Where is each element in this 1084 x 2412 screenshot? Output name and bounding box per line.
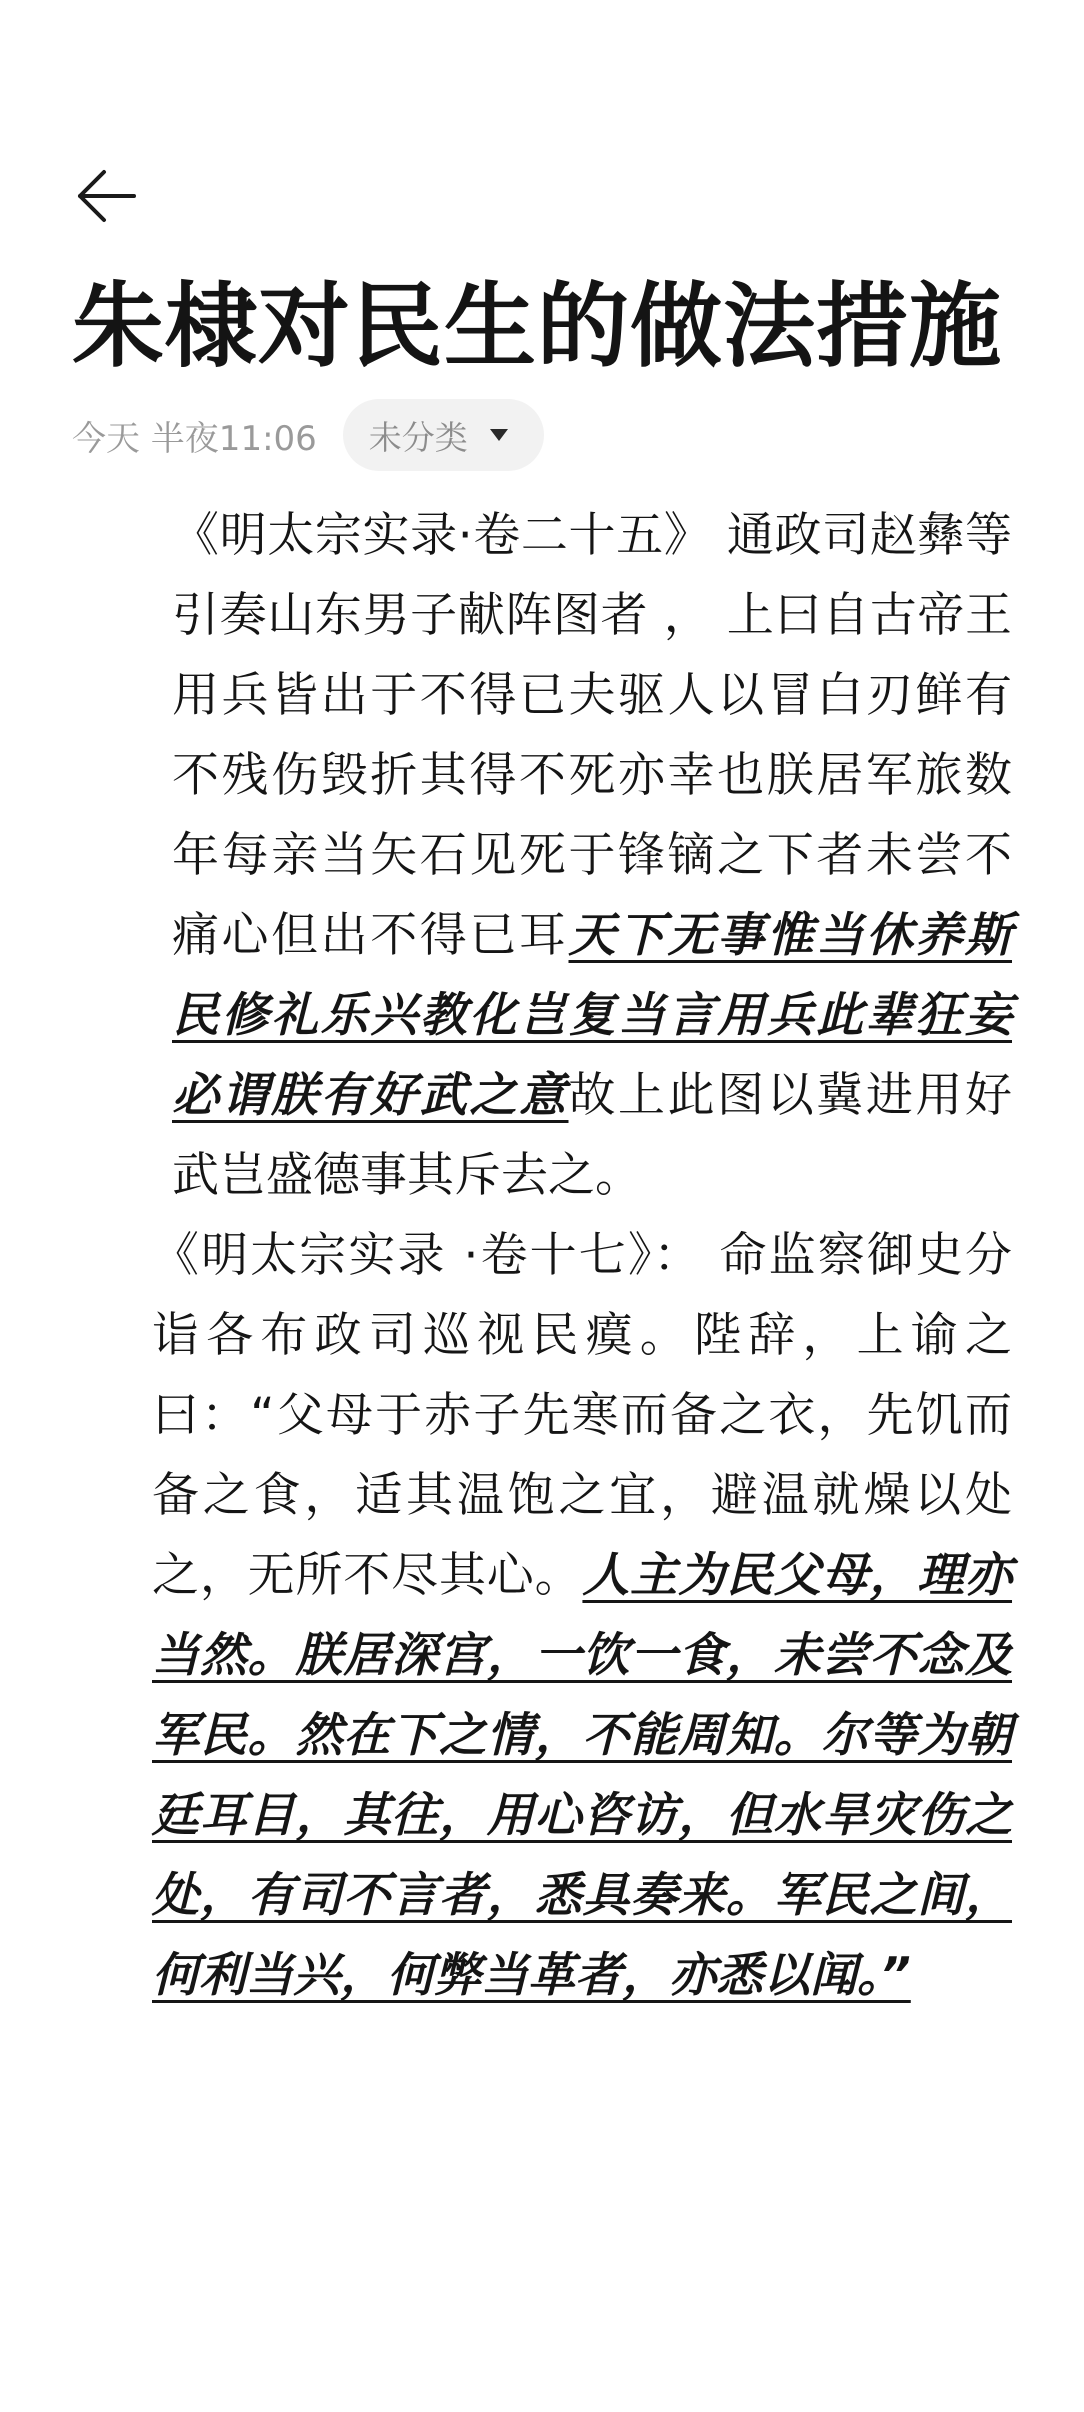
paragraph-1-text: 《明太宗实录·卷二十五》 通政司赵彝等引奏山东男子献阵图者 ， 上曰自古帝王用兵皆出于不得已夫驱人以冒白刃鲜有不残伤毁折其得不死亦幸也朕居军旅数年每亲当矢石见死于锋镝之下者未尝不痛心但出不得已耳 (172, 508, 1012, 963)
paragraph-2 (72, 1216, 1012, 2016)
note-title[interactable]: 朱棣对民生的做法措施 (72, 273, 1003, 380)
note-meta (72, 398, 544, 472)
arrow-left-icon (74, 168, 138, 224)
note-body[interactable] (72, 496, 1012, 2016)
category-dropdown[interactable] (343, 399, 544, 471)
paragraph-2-text: 《明太宗实录 ·卷十七》： 命监察御史分诣各布政司巡视民瘼。陛辞，上谕之曰：“父母于赤子先寒而备之衣，先饥而备之食，适其温饱之宜，避温就燥以处之，无所不尽其心。 (152, 1228, 1012, 1603)
paragraph-1-tail: 故上此图以冀进用好武岂盛德事其斥去之。 (172, 1068, 1012, 1203)
note-timestamp: 今天 半夜11:06 (72, 418, 317, 459)
caret-down-icon (490, 429, 508, 441)
paragraph-2-emphasis: 人主为民父母，理亦当然。朕居深宫，一饮一食，未尝不念及军民。然在下之情，不能周知。尔等为朝廷耳目，其往，用心咨访，但水旱灾伤之处，有司不言者，悉具奏来。军民之间，何利当兴，何弊当革者，亦悉以闻。” (152, 1548, 1013, 2003)
back-button[interactable] (70, 160, 142, 232)
paragraph-1 (72, 496, 1012, 1216)
category-label: 未分类 (368, 417, 468, 457)
paragraph-1-emphasis: 天下无事惟当休养斯民修礼乐兴教化岂复当言用兵此辈狂妄必谓朕有好武之意 (172, 908, 1012, 1123)
